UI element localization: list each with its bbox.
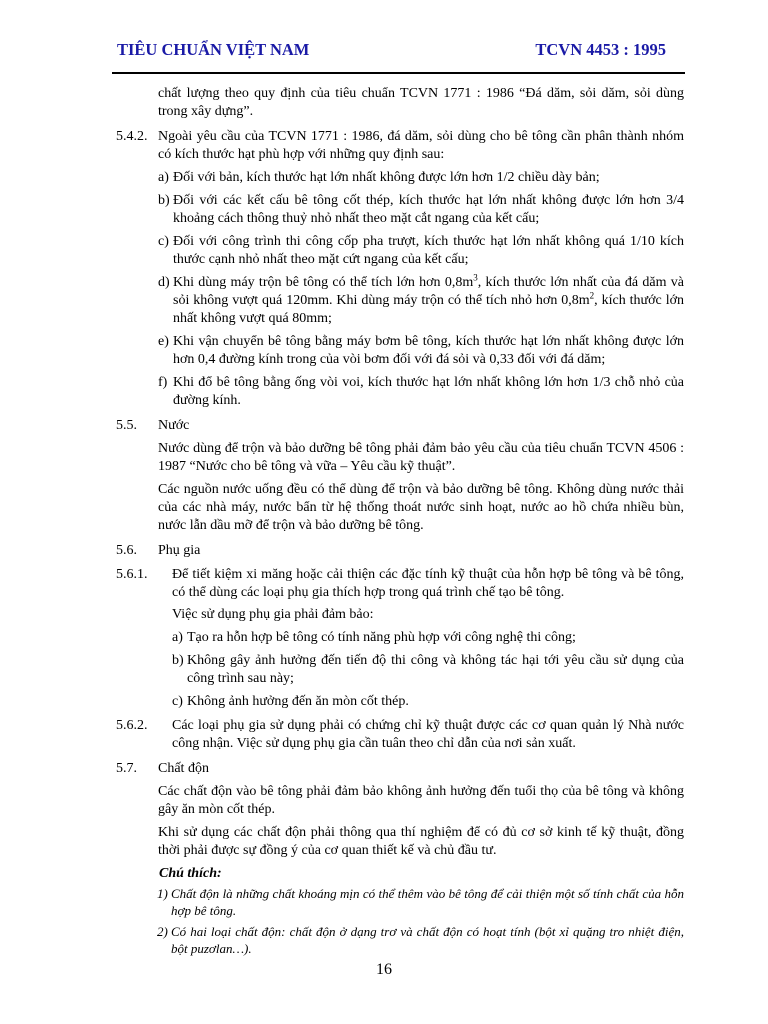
paragraph: Các nguồn nước uống đều có thể dùng để trộn và bảo dưỡng bê tông. Không dùng nước thải của các nhà máy, nước bẩn từ hệ thống thoát nước sinh hoạt, nước ao hồ chứa nhiều bùn, nước lẫn dầu mỡ để trộn và bảo dưỡng bê tông.	[158, 482, 684, 533]
note-label: 1)	[157, 886, 168, 901]
note-label: 2)	[157, 924, 168, 939]
list-label: f)	[158, 375, 168, 390]
page-body	[112, 85, 684, 957]
section-5-6-2	[112, 717, 684, 753]
note-text: Có hai loại chất độn: chất độn ở dạng trơ và chất độn có hoạt tính (bột xỉ quặng tro nhiệt điện, bột puzơlan…).	[171, 924, 684, 956]
list-text: Đối với công trình thi công cốp pha trượt, kích thước hạt lớn nhất không quá 1/10 kích thước cạnh nhỏ nhất theo mặt cứt ngang của kết cấu;	[173, 234, 684, 267]
page-header	[112, 40, 684, 64]
list-text: Không gây ảnh hưởng đến tiến độ thi công và không tác hại tới yêu cầu sử dụng của công trình sau này;	[187, 653, 684, 686]
list-item	[172, 693, 684, 711]
list-item	[158, 192, 684, 228]
page-number: 16	[376, 961, 392, 978]
list-label: c)	[172, 694, 183, 709]
section-text: Ngoài yêu cầu của TCVN 1771 : 1986, đá dăm, sỏi dùng cho bê tông cần phân thành nhóm có kích thước hạt phù hợp với những quy định sau:	[158, 129, 684, 162]
section-title: Chất độn	[158, 761, 209, 776]
list-text: Tạo ra hỗn hợp bê tông có tính năng phù hợp với công nghệ thi công;	[187, 630, 576, 645]
section-5-6	[112, 542, 684, 560]
section-5-4-2	[112, 128, 684, 164]
section-number: 5.6.1.	[116, 567, 148, 582]
note-text: Chất độn là những chất khoáng mịn có thể thêm vào bê tông để cải thiện một số tính chất của hỗn hợp bê tông.	[171, 886, 684, 918]
list-label: a)	[172, 630, 183, 645]
list-text: Không ảnh hưởng đến ăn mòn cốt thép.	[187, 694, 409, 709]
list-item	[158, 233, 684, 269]
section-number: 5.5.	[116, 418, 137, 433]
section-title: Nước	[158, 418, 190, 433]
list-label: e)	[158, 334, 169, 349]
list-item	[158, 169, 684, 187]
section-number: 5.4.2.	[116, 129, 148, 144]
section-5-6-1	[112, 566, 684, 602]
paragraph: Nước dùng để trộn và bảo dưỡng bê tông phải đảm bảo yêu cầu của tiêu chuẩn TCVN 4506 : 1987 “Nước cho bê tông và vữa – Yêu cầu kỹ thuật”.	[158, 441, 684, 474]
section-5-5	[112, 417, 684, 435]
list-item	[158, 374, 684, 410]
list-label: c)	[158, 234, 169, 249]
standard-title: TIÊU CHUẨN VIỆT NAM	[117, 40, 310, 59]
section-number: 5.7.	[116, 761, 137, 776]
paragraph: Các chất độn vào bê tông phải đảm bảo không ảnh hưởng đến tuổi thọ của bê tông và không gây ăn mòn cốt thép.	[158, 784, 684, 817]
lead-paragraph	[112, 85, 684, 121]
list-label: d)	[158, 275, 170, 290]
note-item	[157, 885, 684, 919]
list-item	[172, 629, 684, 647]
superscript-cubed: 3	[473, 272, 478, 283]
standard-code: TCVN 4453 : 1995	[535, 40, 666, 59]
list-text: Đối với các kết cấu bê tông cốt thép, kích thước hạt lớn nhất không được lớn hơn 3/4 khoảng cách thông thuỷ nhỏ nhất theo mặt cắt ngang của kết cấu;	[173, 193, 684, 226]
section-5-7	[112, 760, 684, 778]
list-text-part: , kích thước lớn nhất của đá dăm và sỏi không vượt quá 120mm. Khi dùng máy trộn có thể tích nhỏ hơn 0,8m	[173, 275, 684, 308]
list-text: Khi đổ bê tông bằng ống vòi voi, kích thước hạt lớn nhất không lớn hơn 1/3 chỗ nhỏ của đường kính.	[173, 375, 684, 408]
header-rule	[112, 72, 685, 74]
section-number: 5.6.	[116, 543, 137, 558]
list-item	[158, 333, 684, 369]
list-label: b)	[172, 653, 184, 668]
list-label: b)	[158, 193, 170, 208]
list-text: Đối với bản, kích thước hạt lớn nhất không được lớn hơn 1/2 chiều dày bản;	[173, 170, 600, 185]
notes-heading: Chú thích:	[159, 866, 222, 881]
section-text: Các loại phụ gia sử dụng phải có chứng chỉ kỹ thuật được các cơ quan quản lý Nhà nước công nhận. Việc sử dụng phụ gia cần tuân theo chỉ dẫn của nơi sản xuất.	[172, 718, 684, 751]
superscript-squared: 2	[589, 290, 595, 301]
paragraph: Khi sử dụng các chất độn phải thông qua thí nghiệm để có đủ cơ sở kinh tế kỹ thuật, đồng thời phải được sự đồng ý của cơ quan thiết kế và chủ đầu tư.	[158, 825, 684, 858]
list-label: a)	[158, 170, 169, 185]
list-text-part: Khi dùng máy trộn bê tông có thể tích lớn hơn 0,8m	[173, 275, 474, 290]
list-text-part: , kích thước lớn nhất không vượt quá 80mm;	[173, 293, 684, 326]
list-text: Khi vận chuyển bê tông bằng máy bơm bê tông, kích thước hạt lớn nhất không được lớn hơn 0,4 đường kính trong của vòi bơm đối với đá sỏi và 0,33 đối với đá dăm;	[173, 334, 684, 367]
lead-text: chất lượng theo quy định của tiêu chuẩn TCVN 1771 : 1986 “Đá dăm, sỏi dăm, sỏi dùng trong xây dựng”.	[158, 86, 684, 119]
paragraph: Việc sử dụng phụ gia phải đảm bảo:	[172, 607, 374, 622]
section-number: 5.6.2.	[116, 718, 148, 733]
list-item	[172, 652, 684, 688]
list-text	[173, 274, 684, 328]
section-title: Phụ gia	[158, 543, 201, 558]
section-text: Để tiết kiệm xi măng hoặc cải thiện các đặc tính kỹ thuật của hỗn hợp bê tông và bê tông, có thể dùng các loại phụ gia thích hợp trong quá trình chế tạo bê tông.	[172, 567, 684, 600]
list-item	[158, 274, 684, 328]
note-item	[157, 923, 684, 957]
